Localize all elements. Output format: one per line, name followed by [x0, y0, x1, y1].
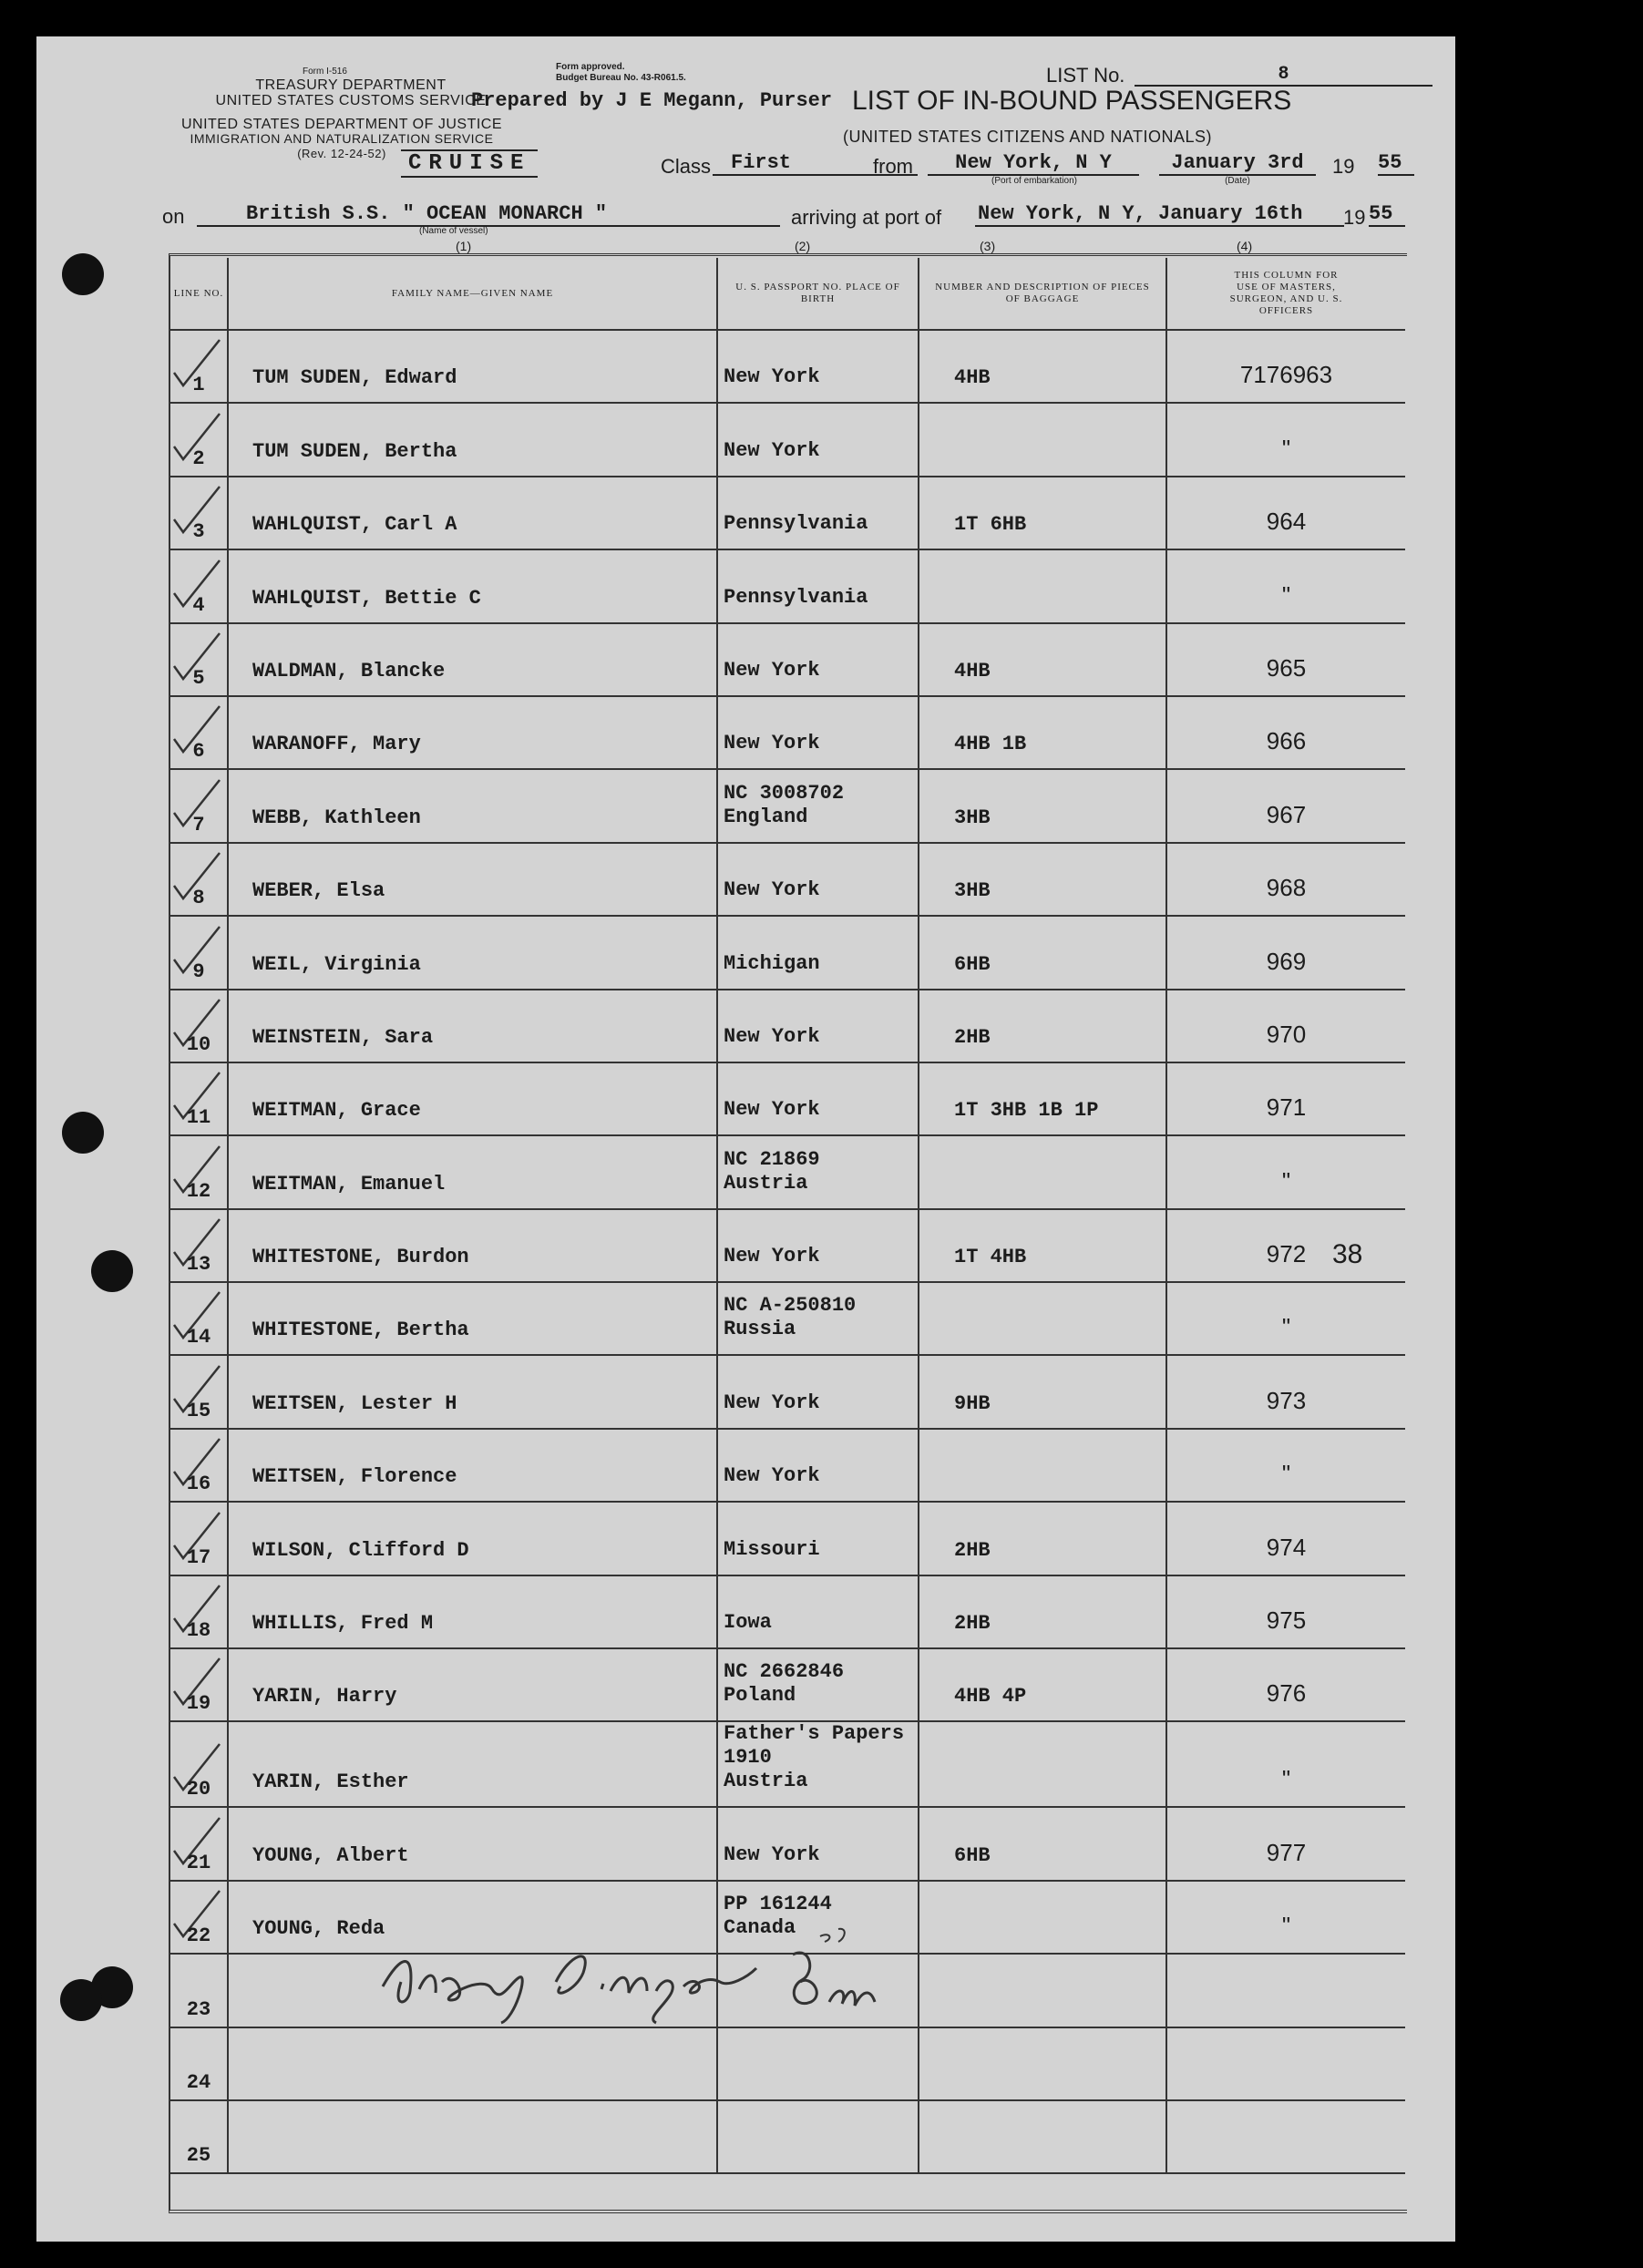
- prepared-by: Prepared by J E Megann, Purser: [471, 89, 833, 112]
- vessel-caption: (Name of vessel): [419, 226, 488, 236]
- passport-line1: Iowa: [724, 1611, 772, 1635]
- line-number: 15: [186, 1399, 211, 1422]
- rev-label: (Rev. 12-24-52): [297, 147, 386, 160]
- passenger-name: [229, 2087, 716, 2099]
- baggage: [919, 1940, 1166, 1953]
- line-number: 12: [186, 1179, 211, 1203]
- passport-line1: New York: [724, 1464, 820, 1488]
- table-row: [170, 1429, 1405, 1502]
- baggage: [919, 1793, 1166, 1806]
- col-marker-2: (2): [795, 239, 811, 253]
- passport-line1: Pennsylvania: [724, 585, 868, 609]
- customs-label: UNITED STATES CUSTOMS SERVICE: [215, 93, 487, 108]
- passport-line1: NC 2662846: [724, 1660, 845, 1684]
- side-count: 38: [1332, 1239, 1363, 1269]
- on-label: on: [162, 205, 185, 228]
- baggage: 4HB 1B: [954, 733, 1027, 756]
- line-number-cell: [170, 1502, 228, 1575]
- header-name: FAMILY NAME—GIVEN NAME: [228, 258, 717, 330]
- passport-line1: New York: [724, 878, 820, 902]
- table-row: [170, 549, 1405, 622]
- line-number: 8: [192, 887, 205, 910]
- table-row: [170, 2027, 1405, 2100]
- passenger-name: YARIN, Harry: [252, 1685, 397, 1709]
- punch-hole: [62, 1112, 104, 1154]
- form-number: Form I-516: [303, 67, 347, 77]
- passenger-name: WEINSTEIN, Sara: [252, 1025, 434, 1049]
- header-officers: THIS COLUMN FOR USE OF MASTERS, SURGEON, AND U. S. OFFICERS: [1166, 258, 1405, 330]
- passenger-name: WHITESTONE, Burdon: [252, 1246, 469, 1269]
- table-row: [170, 1502, 1405, 1575]
- baggage: 2HB: [954, 1025, 991, 1049]
- line-number-cell: [170, 1954, 228, 2027]
- passenger-name: WEIL, Virginia: [252, 952, 421, 976]
- line-number: 10: [186, 1032, 211, 1056]
- line-number-cell: [170, 1429, 228, 1502]
- table-row: [170, 990, 1405, 1062]
- table-row: [170, 1062, 1405, 1135]
- line-number: 20: [186, 1778, 211, 1801]
- class-label: Class: [661, 155, 712, 178]
- officer-number: 977: [1266, 1838, 1307, 1866]
- passenger-name: WARANOFF, Mary: [252, 733, 421, 756]
- line-number-cell: [170, 477, 228, 549]
- officer-number: 966: [1266, 727, 1307, 755]
- passport-line2: Austria: [724, 1770, 808, 1793]
- budget-bureau: Budget Bureau No. 43-R061.5.: [556, 73, 686, 83]
- line-number: 22: [186, 1924, 211, 1948]
- port-caption: (Port of embarkation): [991, 176, 1077, 186]
- officer-number: 968: [1266, 874, 1307, 902]
- passenger-table: [170, 258, 1405, 2174]
- passenger-name: YOUNG, Reda: [252, 1917, 385, 1941]
- table-row: [170, 623, 1405, 696]
- cruise-stamp: CRUISE: [401, 149, 538, 178]
- officer-number: ": [1281, 1313, 1291, 1341]
- date-caption: (Date): [1225, 176, 1250, 186]
- officer-number: 975: [1266, 1606, 1307, 1635]
- passenger-name: WEITMAN, Grace: [252, 1099, 421, 1123]
- table-row: [170, 330, 1405, 403]
- passenger-name: WAHLQUIST, Bettie C: [252, 586, 481, 610]
- line-number: 19: [186, 1692, 211, 1716]
- line-number-cell: [170, 1209, 228, 1282]
- justice-label: UNITED STATES DEPARTMENT OF JUSTICE: [180, 117, 503, 132]
- line-number: 1: [192, 374, 205, 397]
- line-number-cell: [170, 623, 228, 696]
- line-number-cell: [170, 1135, 228, 1208]
- year-prefix: 19: [1332, 155, 1355, 178]
- class-value: First: [713, 151, 918, 176]
- passport-line1: New York: [724, 365, 820, 389]
- line-number-cell: [170, 843, 228, 916]
- passenger-name: TUM SUDEN, Edward: [252, 366, 457, 390]
- officer-number: ": [1281, 580, 1291, 609]
- table-row: [170, 2100, 1405, 2173]
- officer-number: ": [1281, 1765, 1291, 1793]
- manifest-page: [36, 36, 1455, 2242]
- officer-number: 973: [1266, 1386, 1307, 1414]
- passport-line2: Canada: [724, 1916, 796, 1940]
- line-number-cell: [170, 2027, 228, 2100]
- passenger-name: WHILLIS, Fred M: [252, 1612, 434, 1636]
- officer-number: 967: [1266, 800, 1307, 828]
- passenger-name: WAHLQUIST, Carl A: [252, 513, 457, 537]
- table-row: [170, 1721, 1405, 1807]
- baggage: 1T 3HB 1B 1P: [954, 1099, 1099, 1123]
- officer-number: [1167, 2014, 1405, 2027]
- officer-number: ": [1281, 434, 1291, 462]
- line-number: 23: [186, 1997, 211, 2021]
- line-number: 7: [192, 813, 205, 836]
- line-number-cell: [170, 1721, 228, 1807]
- officer-number: 976: [1266, 1679, 1307, 1708]
- depart-date: January 3rd: [1159, 151, 1316, 176]
- table-row: [170, 769, 1405, 842]
- passport-line1: New York: [724, 1245, 820, 1268]
- col-marker-4: (4): [1237, 239, 1253, 253]
- baggage: 3HB: [954, 879, 991, 903]
- line-number: 5: [192, 666, 205, 690]
- passenger-name: [229, 2160, 716, 2172]
- arrival-port: New York, N Y, January 16th: [975, 202, 1344, 227]
- officer-number: [1167, 2160, 1405, 2172]
- line-number: 3: [192, 520, 205, 544]
- form-approved: Form approved.: [556, 62, 625, 72]
- passport-line1: NC 3008702: [724, 781, 845, 805]
- passenger-name: WEBB, Kathleen: [252, 806, 421, 829]
- officer-number: 964: [1266, 508, 1307, 536]
- passenger-name: WEBER, Elsa: [252, 879, 385, 903]
- list-no-value: 8: [1135, 64, 1432, 87]
- table-row: [170, 916, 1405, 989]
- line-number-cell: [170, 1062, 228, 1135]
- passenger-name: WEITSEN, Lester H: [252, 1391, 457, 1415]
- officer-number: 970: [1266, 1020, 1307, 1048]
- baggage: 4HB: [954, 659, 991, 682]
- passenger-name: WEITSEN, Florence: [252, 1465, 457, 1489]
- punch-hole: [91, 1250, 133, 1292]
- passenger-name: WHITESTONE, Bertha: [252, 1319, 469, 1342]
- table-row: [170, 1135, 1405, 1208]
- line-number-cell: [170, 1282, 228, 1355]
- table-row: [170, 403, 1405, 476]
- passenger-name: WILSON, Clifford D: [252, 1538, 469, 1562]
- line-number: 21: [186, 1851, 211, 1874]
- baggage: 4HB: [954, 366, 991, 390]
- punch-hole: [60, 1979, 102, 2021]
- passport-line1: New York: [724, 658, 820, 682]
- passport-line1: New York: [724, 1098, 820, 1122]
- line-number-cell: [170, 1807, 228, 1880]
- line-number: 24: [186, 2070, 211, 2094]
- passenger-name: YOUNG, Albert: [252, 1843, 409, 1867]
- passenger-name: TUM SUDEN, Bertha: [252, 439, 457, 463]
- from-value: New York, N Y: [928, 151, 1139, 176]
- officer-number: 7176963: [1239, 361, 1333, 389]
- line-number-cell: [170, 990, 228, 1062]
- baggage: 9HB: [954, 1391, 991, 1415]
- baggage: 1T 4HB: [954, 1246, 1027, 1269]
- passport-line2: Poland: [724, 1684, 796, 1708]
- table-row: [170, 696, 1405, 769]
- vessel-name: British S.S. " OCEAN MONARCH ": [197, 202, 780, 227]
- passport-line1: Michigan: [724, 951, 820, 975]
- passport-line1: Pennsylvania: [724, 512, 868, 536]
- baggage: 6HB: [954, 952, 991, 976]
- passport-line2: England: [724, 805, 808, 828]
- passport-line1: New York: [724, 1842, 820, 1866]
- line-number: 13: [186, 1253, 211, 1277]
- line-number: 9: [192, 960, 205, 983]
- passport-line1: NC A-250810: [724, 1294, 857, 1318]
- passport-line1: PP 161244: [724, 1893, 832, 1916]
- from-label: from: [873, 155, 913, 178]
- officer-number: 972: [1266, 1240, 1307, 1268]
- table-row: [170, 1807, 1405, 1880]
- passport-line2: Russia: [724, 1318, 796, 1341]
- officer-number: [1167, 2087, 1405, 2099]
- officer-number: ": [1281, 1912, 1291, 1940]
- ins-label: IMMIGRATION AND NATURALIZATION SERVICE: [190, 131, 494, 146]
- line-number: 4: [192, 593, 205, 617]
- table-row: [170, 1648, 1405, 1721]
- header-baggage: NUMBER AND DESCRIPTION OF PIECES OF BAGGAGE: [919, 258, 1166, 330]
- line-number: 2: [192, 446, 205, 470]
- line-number-cell: [170, 1881, 228, 1954]
- baggage: 1T 6HB: [954, 513, 1027, 537]
- line-number-cell: [170, 1648, 228, 1721]
- officer-number: 974: [1266, 1533, 1307, 1561]
- passenger-name: WALDMAN, Blancke: [252, 659, 446, 682]
- col-marker-3: (3): [980, 239, 996, 253]
- passenger-name: WEITMAN, Emanuel: [252, 1172, 446, 1196]
- passport-line1: Father's Papers 1910: [724, 1722, 905, 1770]
- passport-line1: Missouri: [724, 1537, 820, 1561]
- col-marker-1: (1): [456, 239, 472, 253]
- baggage: [919, 463, 1166, 476]
- baggage: 6HB: [954, 1843, 991, 1867]
- baggage: [919, 1341, 1166, 1354]
- passport-line1: NC 21869: [724, 1147, 820, 1171]
- line-number: 11: [186, 1106, 211, 1130]
- line-number: 18: [186, 1619, 211, 1643]
- officer-number: ": [1281, 1166, 1291, 1195]
- table-row: [170, 843, 1405, 916]
- arr-year-suffix: 55: [1369, 202, 1405, 227]
- line-number-cell: [170, 2100, 228, 2173]
- line-number-cell: [170, 1575, 228, 1648]
- line-number-cell: [170, 1355, 228, 1428]
- line-number-cell: [170, 549, 228, 622]
- line-number-cell: [170, 916, 228, 989]
- baggage: [919, 2087, 1166, 2099]
- officer-number: 965: [1266, 653, 1307, 682]
- officer-number: 969: [1266, 947, 1307, 975]
- baggage: [919, 2160, 1166, 2172]
- table-row: [170, 1355, 1405, 1428]
- baggage: [919, 610, 1166, 622]
- passenger-name: YARIN, Esther: [252, 1770, 409, 1794]
- line-number: 14: [186, 1326, 211, 1350]
- line-number-cell: [170, 696, 228, 769]
- inspector-signature: [365, 1918, 929, 2027]
- passport-line1: New York: [724, 732, 820, 755]
- baggage: [919, 1196, 1166, 1208]
- line-number: 6: [192, 740, 205, 764]
- table-row: [170, 477, 1405, 549]
- line-number: 25: [186, 2144, 211, 2168]
- page-title: LIST OF IN-BOUND PASSENGERS: [852, 86, 1292, 116]
- table-header-row: [170, 258, 1405, 330]
- arr-year-prefix: 19: [1343, 206, 1366, 229]
- line-number: 17: [186, 1545, 211, 1569]
- list-no-label: LIST No.: [1046, 64, 1125, 87]
- officer-number: 971: [1266, 1093, 1307, 1122]
- baggage: 2HB: [954, 1612, 991, 1636]
- baggage: [919, 1488, 1166, 1501]
- baggage: 2HB: [954, 1538, 991, 1562]
- table-row: [170, 1282, 1405, 1355]
- passport-line1: New York: [724, 438, 820, 462]
- line-number-cell: [170, 330, 228, 403]
- punch-hole: [62, 253, 104, 295]
- officer-number: ": [1281, 1460, 1291, 1488]
- line-number: 16: [186, 1473, 211, 1496]
- passport-line1: New York: [724, 1391, 820, 1414]
- passport-line2: Austria: [724, 1171, 808, 1195]
- arriving-label: arriving at port of: [791, 206, 942, 229]
- year-suffix: 55: [1378, 151, 1414, 176]
- baggage: 3HB: [954, 806, 991, 829]
- table-row: [170, 1575, 1405, 1648]
- baggage: [919, 2014, 1166, 2027]
- baggage: 4HB 4P: [954, 1685, 1027, 1709]
- treasury-label: TREASURY DEPARTMENT: [255, 77, 447, 93]
- page-subtitle: (UNITED STATES CITIZENS AND NATIONALS): [843, 128, 1213, 146]
- line-number-cell: [170, 403, 228, 476]
- header-line-no: LINE NO.: [170, 258, 228, 330]
- table-row: [170, 1209, 1405, 1282]
- line-number-cell: [170, 769, 228, 842]
- header-passport: U. S. PASSPORT NO. PLACE OF BIRTH: [717, 258, 919, 330]
- passport-line1: New York: [724, 1024, 820, 1048]
